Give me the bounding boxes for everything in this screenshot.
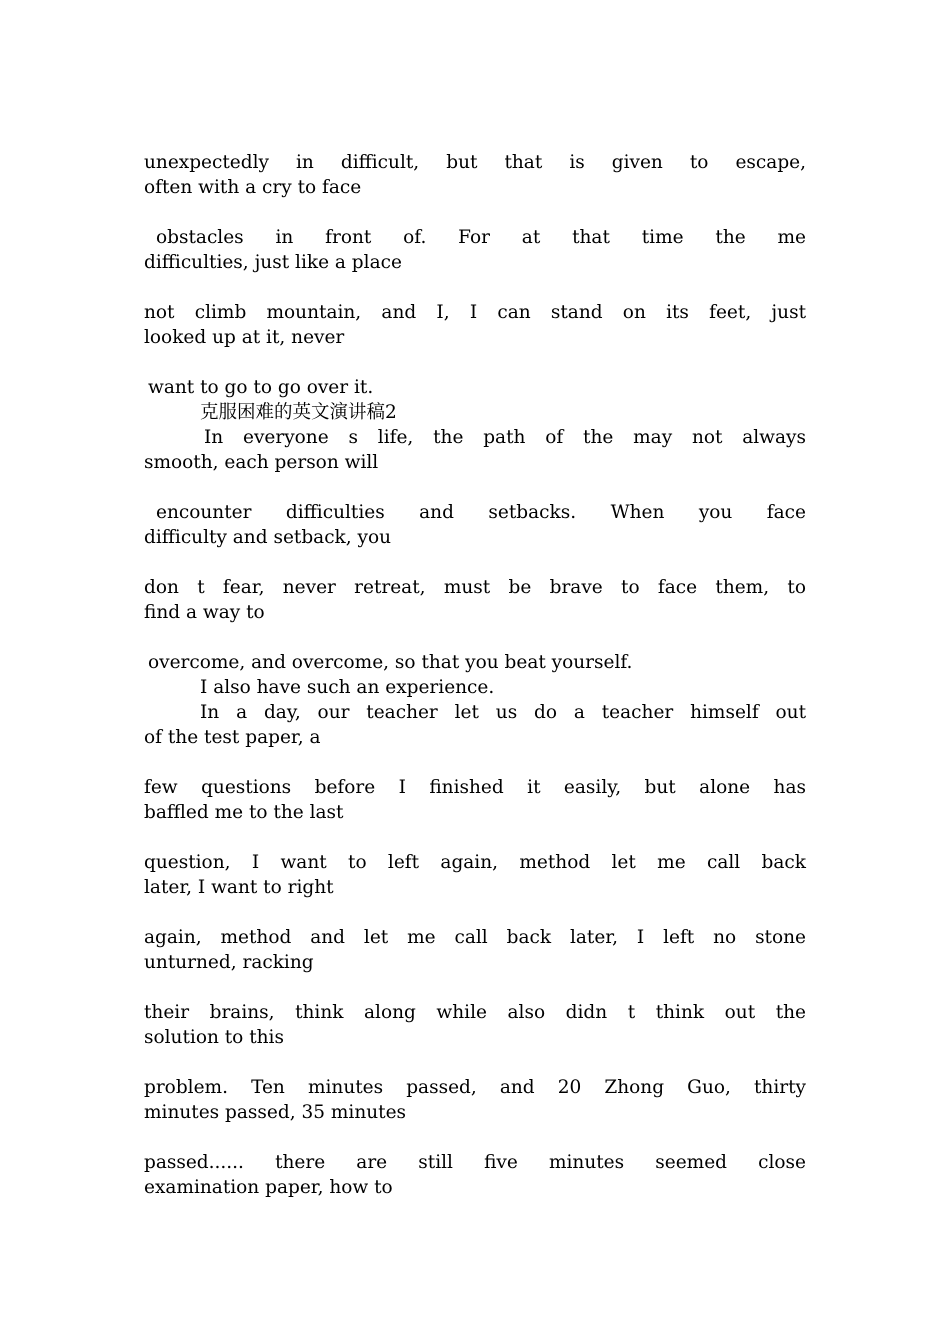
section-heading: 克服困难的英文演讲稿2	[200, 402, 397, 423]
text-line: I also have such an experience.	[200, 677, 495, 698]
text-line: difficulties, just like a place	[144, 252, 402, 273]
text-line: of the test paper, a	[144, 727, 321, 748]
paragraph	[144, 425, 806, 475]
text-line: often with a cry to face	[144, 177, 362, 198]
document-body	[144, 150, 806, 1200]
paragraph	[144, 225, 806, 275]
text-line: solution to this	[144, 1027, 284, 1048]
paragraph	[144, 500, 806, 550]
text-line: later, I want to right	[144, 877, 334, 898]
text-line: In a day, our teacher let us do a teacher himself out	[200, 702, 806, 723]
text-line: don t fear, never retreat, must be brave to face them, to	[144, 577, 806, 598]
text-line: few questions before I finished it easily, but alone has	[144, 777, 806, 798]
paragraph	[144, 150, 806, 200]
text-line: obstacles in front of. For at that time the me	[156, 227, 806, 248]
text-line: difficulty and setback, you	[144, 527, 392, 548]
text-line: encounter difficulties and setbacks. When you face	[156, 502, 806, 523]
text-line: again, method and let me call back later, I left no stone	[144, 927, 806, 948]
text-line: their brains, think along while also didn t think out the	[144, 1002, 806, 1023]
text-line: baffled me to the last	[144, 802, 344, 823]
paragraph	[144, 1075, 806, 1125]
paragraph	[144, 700, 806, 750]
text-line: examination paper, how to	[144, 1177, 393, 1198]
text-line: passed...... there are still five minutes seemed close	[144, 1152, 806, 1173]
paragraph	[144, 775, 806, 825]
paragraph	[144, 1150, 806, 1200]
text-line: unturned, racking	[144, 952, 314, 973]
text-line: overcome, and overcome, so that you beat yourself.	[148, 652, 633, 673]
text-line: In everyone s life, the path of the may not always	[204, 427, 806, 448]
text-line: minutes passed, 35 minutes	[144, 1102, 407, 1123]
text-line: looked up at it, never	[144, 327, 345, 348]
paragraph	[144, 1000, 806, 1050]
text-line: not climb mountain, and I, I can stand on its feet, just	[144, 302, 806, 323]
text-line: problem. Ten minutes passed, and 20 Zhong Guo, thirty	[144, 1077, 806, 1098]
paragraph	[144, 575, 806, 625]
paragraph	[144, 300, 806, 350]
text-line: find a way to	[144, 602, 265, 623]
paragraph	[144, 850, 806, 900]
text-line: unexpectedly in difficult, but that is given to escape,	[144, 152, 806, 173]
text-line: question, I want to left again, method let me call back	[144, 852, 806, 873]
text-line: want to go to go over it.	[148, 377, 374, 398]
text-line: smooth, each person will	[144, 452, 379, 473]
paragraph	[144, 925, 806, 975]
